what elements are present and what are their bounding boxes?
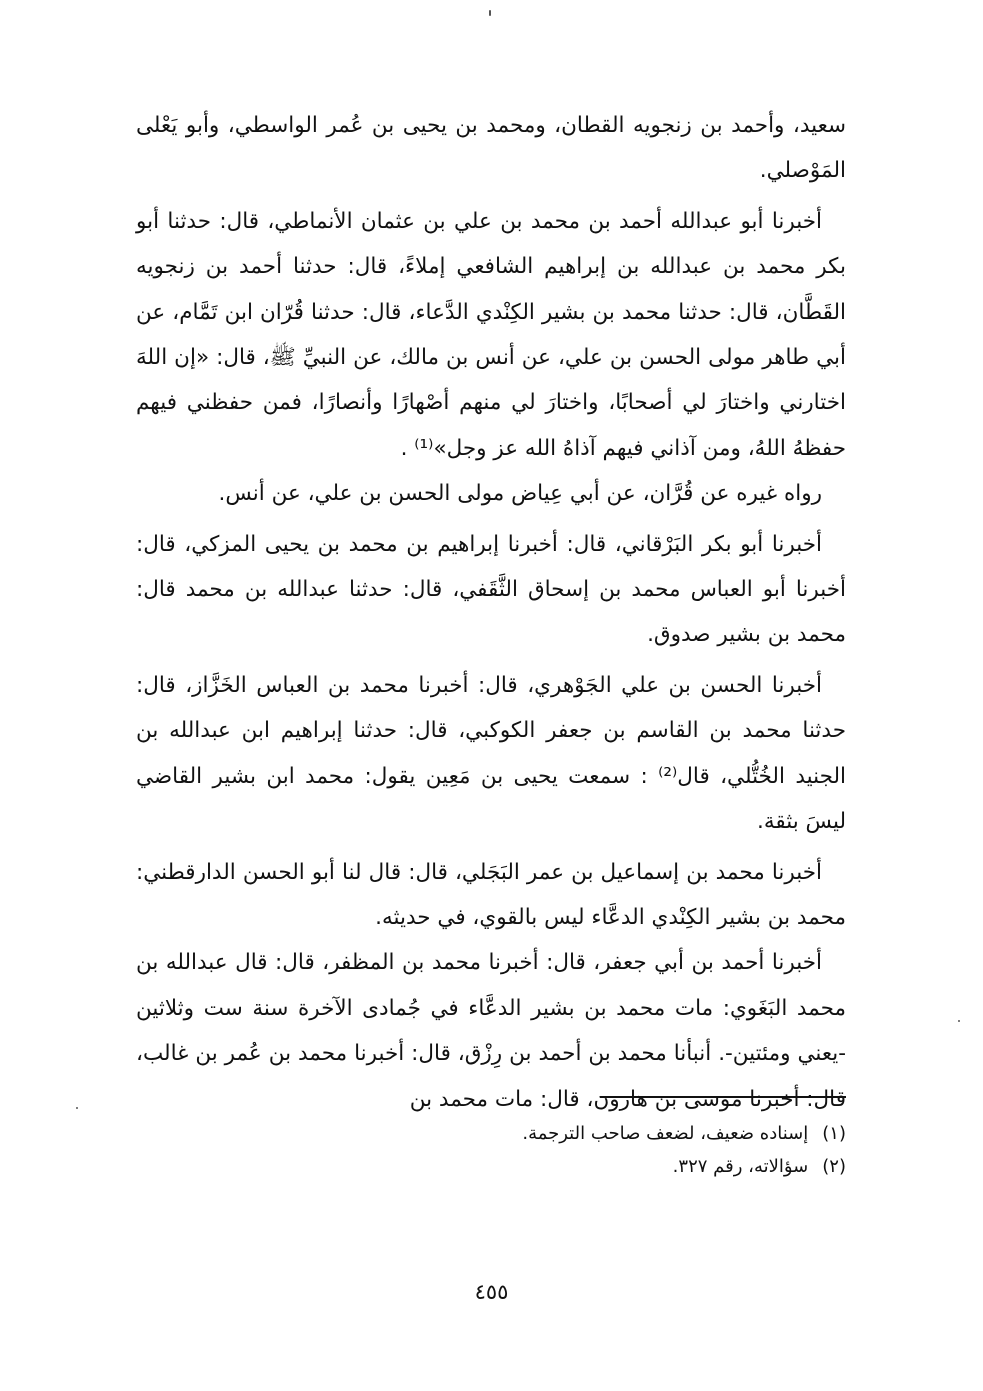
footnote-number: (١) xyxy=(822,1123,846,1144)
footnote-1 xyxy=(136,1117,846,1150)
footnote-2 xyxy=(136,1150,846,1183)
page-number: ٤٥٥ xyxy=(474,1280,509,1304)
scan-speck xyxy=(958,1020,960,1022)
paragraph-7: أخبرنا أحمد بن أبي جعفر، قال: أخبرنا محمد بن المظفر، قال: قال عبدالله بن محمد البَغَوي: مات محمد بن بشير الدعَّاء في جُمادى الآخرة سنة ست وثلاثين -يعني ومئتين-. أنبأنا محمد بن أحمد بن رِزْق، قال: أخبرنا محمد بن عُمر بن غالب، قال: أخبرنا موسى بن هارون، قال: مات محمد بن xyxy=(136,950,846,1112)
paragraph-3: رواه غيره عن قُرَّان، عن أبي عِياض مولى الحسن بن علي، عن أنس. xyxy=(218,481,822,507)
footnotes xyxy=(136,1117,846,1183)
paragraph-1: سعيد، وأحمد بن زنجويه القطان، ومحمد بن يحيى بن عُمر الواسطي، وأبو يَعْلى المَوْصلي. xyxy=(136,113,846,184)
footnote-text: إسناده ضعيف، لضعف صاحب الترجمة. xyxy=(522,1123,809,1144)
footnote-text: سؤالاته، رقم ٣٢٧. xyxy=(672,1156,809,1177)
paragraph-4: أخبرنا أبو بكر البَرْقاني، قال: أخبرنا إبراهيم بن محمد بن يحيى المزكي، قال: أخبرنا أبو العباس محمد بن إسحاق الثَّقَفي، قال: حدثنا عبدالله بن محمد قال: محمد بن بشير صدوق. xyxy=(136,531,846,648)
footnote-number: (٢) xyxy=(822,1156,846,1177)
main-text xyxy=(136,103,846,1122)
paragraph-2: أخبرنا أبو عبدالله أحمد بن محمد بن علي بن عثمان الأنماطي، قال: حدثنا أبو بكر محمد بن عبدالله بن إبراهيم الشافعي إملاءً، قال: حدثنا أحمد بن زنجويه القَطَّان، قال: حدثنا محمد بن بشير الكِنْدي الدَّعاء، قال: حدثنا قُرّان ابن تَمَّام، عن أبي طاهر مولى الحسن بن علي، عن أنس بن مالك، عن النبيِّ ﷺ، قال: «إن اللهَ اختارني واختارَ لي أصحابًا، واختارَ لي منهم أصْهارًا وأنصارًا، فمن حفظني فيهم حفظهُ اللهُ، ومن آذاني فيهم آذاهُ الله عز وجل»⁽¹⁾ . xyxy=(136,208,846,461)
scan-speck xyxy=(489,10,491,16)
footnote-separator xyxy=(600,1096,846,1098)
scan-speck xyxy=(76,1107,78,1109)
paragraph-5: أخبرنا الحسن بن علي الجَوْهري، قال: أخبرنا محمد بن العباس الخَزَّاز، قال: حدثنا محمد بن القاسم بن جعفر الكوكبي، قال: حدثنا إبراهيم ابن عبدالله بن الجنيد الخُتُّلي، قال⁽²⁾ : سمعت يحيى بن مَعِين يقول: محمد ابن بشير القاضي ليسَ بثقة. xyxy=(136,672,846,835)
paragraph-6: أخبرنا محمد بن إسماعيل بن عمر البَجَلي، قال: قال لنا أبو الحسن الدارقطني: محمد بن بشير الكِنْدي الدعَّاء ليس بالقوي، في حديثه. xyxy=(136,859,846,930)
